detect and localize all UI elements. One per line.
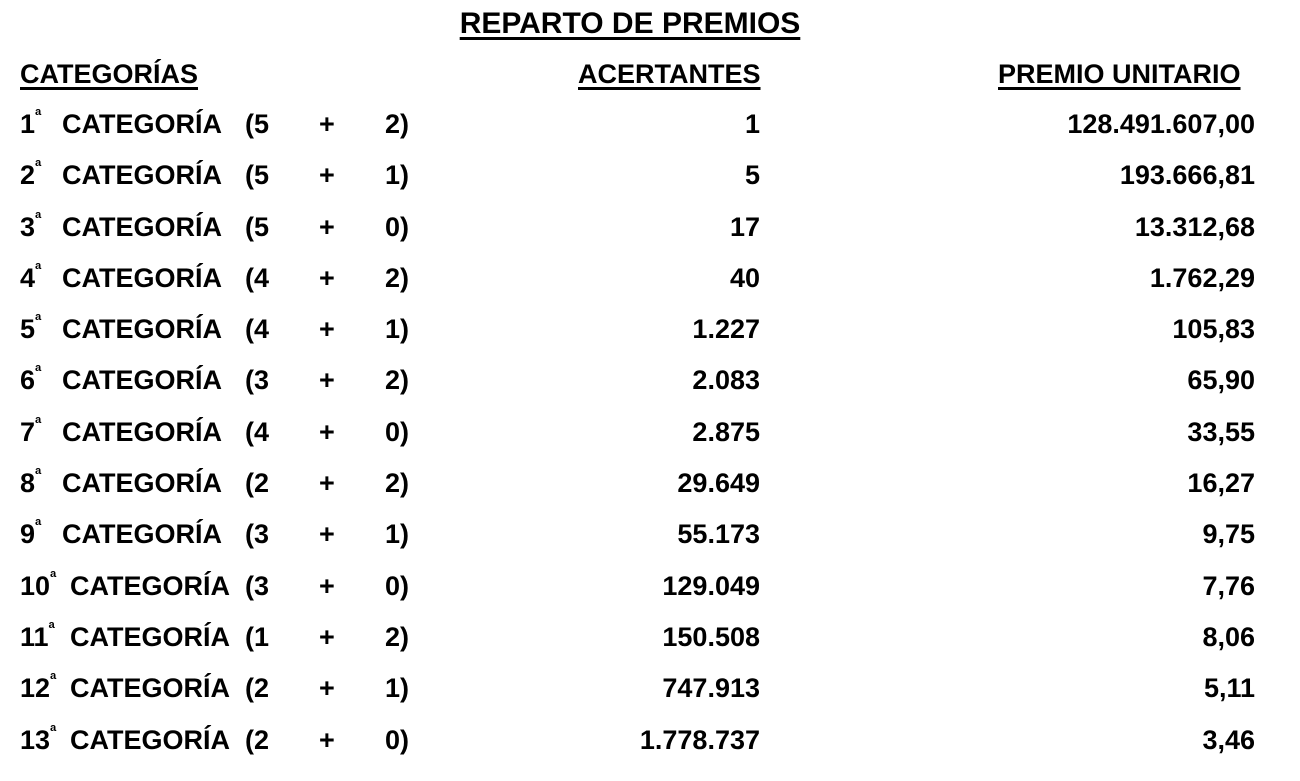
table-row <box>0 720 1300 771</box>
category-stars: 2) <box>385 109 410 139</box>
category-main-numbers: (4 <box>245 416 270 447</box>
category-main-numbers: (5 <box>245 160 270 191</box>
premio-value: 8,06 <box>1202 621 1255 652</box>
plus-sign: + <box>319 673 335 704</box>
ordinal-mark: ª <box>35 208 42 228</box>
category-number: $4^ª$ <box>20 259 42 293</box>
ordinal-mark: ª <box>50 721 57 741</box>
category-main-numbers: (5 <box>245 109 270 139</box>
plus-sign: + <box>319 262 335 293</box>
plus-sign: + <box>319 314 335 345</box>
category-main-numbers: (3 <box>245 570 270 601</box>
acertantes-value: 5 <box>744 160 760 191</box>
ordinal-mark: ª <box>35 465 42 485</box>
plus-sign: + <box>319 570 335 601</box>
category-stars: 0) <box>385 724 410 755</box>
premio-value: 7,76 <box>1202 570 1255 601</box>
category-stars: 1) <box>385 519 410 550</box>
prize-table <box>0 104 1300 771</box>
table-row <box>0 412 1300 463</box>
category-stars: 2) <box>385 262 410 293</box>
category-word: CATEGORÍA <box>62 468 222 499</box>
premio-value: 193.666,81 <box>1119 160 1255 191</box>
category-word: CATEGORÍA <box>62 211 222 242</box>
category-stars: 1) <box>385 314 410 345</box>
acertantes-value: 2.875 <box>692 416 760 447</box>
table-row <box>0 155 1300 206</box>
acertantes-value: 150.508 <box>662 621 760 652</box>
category-stars: 1) <box>385 673 410 704</box>
category-word: CATEGORÍA <box>62 314 222 345</box>
table-row <box>0 207 1300 258</box>
plus-sign: + <box>319 468 335 499</box>
category-main-numbers: (3 <box>245 519 270 550</box>
premio-value: 33,55 <box>1187 416 1255 447</box>
header-categorias: CATEGORÍAS <box>20 59 199 89</box>
category-number: $11^ª$ <box>20 618 55 652</box>
premio-value: 16,27 <box>1187 468 1255 499</box>
acertantes-value: 2.083 <box>692 365 760 396</box>
category-word: CATEGORÍA <box>70 621 230 652</box>
category-number: $13^ª$ <box>20 721 57 755</box>
plus-sign: + <box>319 365 335 396</box>
acertantes-value: 55.173 <box>677 519 760 550</box>
premio-value: 105,83 <box>1172 314 1255 345</box>
category-main-numbers: (4 <box>245 314 270 345</box>
category-word: CATEGORÍA <box>62 160 222 191</box>
table-row <box>0 668 1300 719</box>
plus-sign: + <box>319 416 335 447</box>
category-stars: 2) <box>385 365 410 396</box>
category-number: $6^ª$ <box>20 362 42 396</box>
ordinal-mark: ª <box>35 259 42 279</box>
category-stars: 2) <box>385 468 410 499</box>
acertantes-value: 1.778.737 <box>639 724 760 755</box>
ordinal-mark: ª <box>35 106 42 125</box>
category-number: $2^ª$ <box>20 157 42 191</box>
ordinal-mark: ª <box>50 567 57 587</box>
category-stars: 1) <box>385 160 410 191</box>
category-word: CATEGORÍA <box>62 365 222 396</box>
ordinal-mark: ª <box>35 157 42 177</box>
table-row <box>0 514 1300 565</box>
premio-value: 1.762,29 <box>1149 262 1255 293</box>
table-row <box>0 617 1300 668</box>
category-stars: 2) <box>385 621 410 652</box>
table-row <box>0 104 1300 155</box>
table-row <box>0 360 1300 411</box>
page-title: REPARTO DE PREMIOS <box>459 7 801 40</box>
category-word: CATEGORÍA <box>62 416 222 447</box>
category-main-numbers: (2 <box>245 468 270 499</box>
premio-value: 9,75 <box>1202 519 1255 550</box>
category-main-numbers: (1 <box>245 621 270 652</box>
category-word: CATEGORÍA <box>70 570 230 601</box>
ordinal-mark: ª <box>50 670 57 690</box>
header-acertantes: ACERTANTES <box>578 59 761 89</box>
plus-sign: + <box>319 519 335 550</box>
category-word: CATEGORÍA <box>62 519 222 550</box>
ordinal-mark: ª <box>35 516 42 536</box>
category-number: $10^ª$ <box>20 567 57 601</box>
category-number: $3^ª$ <box>20 208 42 242</box>
plus-sign: + <box>319 160 335 191</box>
category-main-numbers: (2 <box>245 724 270 755</box>
premio-value: 3,46 <box>1202 724 1255 755</box>
plus-sign: + <box>319 211 335 242</box>
table-row <box>0 309 1300 360</box>
ordinal-mark: ª <box>48 618 55 638</box>
category-number: $8^ª$ <box>20 465 42 499</box>
category-main-numbers: (3 <box>245 365 270 396</box>
category-number: $7^ª$ <box>20 413 42 447</box>
category-word: CATEGORÍA <box>62 109 222 139</box>
plus-sign: + <box>319 109 335 139</box>
header-premio-unitario: PREMIO UNITARIO <box>998 59 1241 89</box>
category-main-numbers: (4 <box>245 262 270 293</box>
ordinal-mark: ª <box>35 362 42 382</box>
category-word: CATEGORÍA <box>62 262 222 293</box>
plus-sign: + <box>319 724 335 755</box>
category-word: CATEGORÍA <box>70 724 230 755</box>
acertantes-value: 1 <box>744 109 760 139</box>
category-main-numbers: (5 <box>245 211 270 242</box>
acertantes-value: 17 <box>729 211 760 242</box>
ordinal-mark: ª <box>35 311 42 331</box>
premio-value: 65,90 <box>1187 365 1255 396</box>
premio-value: 13.312,68 <box>1134 211 1255 242</box>
premio-value: 128.491.607,00 <box>1067 109 1255 139</box>
acertantes-value: 1.227 <box>692 314 760 345</box>
acertantes-value: 29.649 <box>677 468 760 499</box>
category-word: CATEGORÍA <box>70 673 230 704</box>
plus-sign: + <box>319 621 335 652</box>
table-row <box>0 566 1300 617</box>
table-row <box>0 463 1300 514</box>
ordinal-mark: ª <box>35 413 42 433</box>
category-number: $9^ª$ <box>20 516 42 550</box>
table-row <box>0 258 1300 309</box>
acertantes-value: 129.049 <box>662 570 760 601</box>
category-number: $12^ª$ <box>20 670 57 704</box>
category-number: $5^ª$ <box>20 311 42 345</box>
acertantes-value: 40 <box>729 262 760 293</box>
category-stars: 0) <box>385 211 410 242</box>
acertantes-value: 747.913 <box>662 673 760 704</box>
category-number: $1^ª$ <box>20 106 42 139</box>
premio-value: 5,11 <box>1203 673 1255 704</box>
category-stars: 0) <box>385 416 410 447</box>
category-stars: 0) <box>385 570 410 601</box>
category-main-numbers: (2 <box>245 673 270 704</box>
